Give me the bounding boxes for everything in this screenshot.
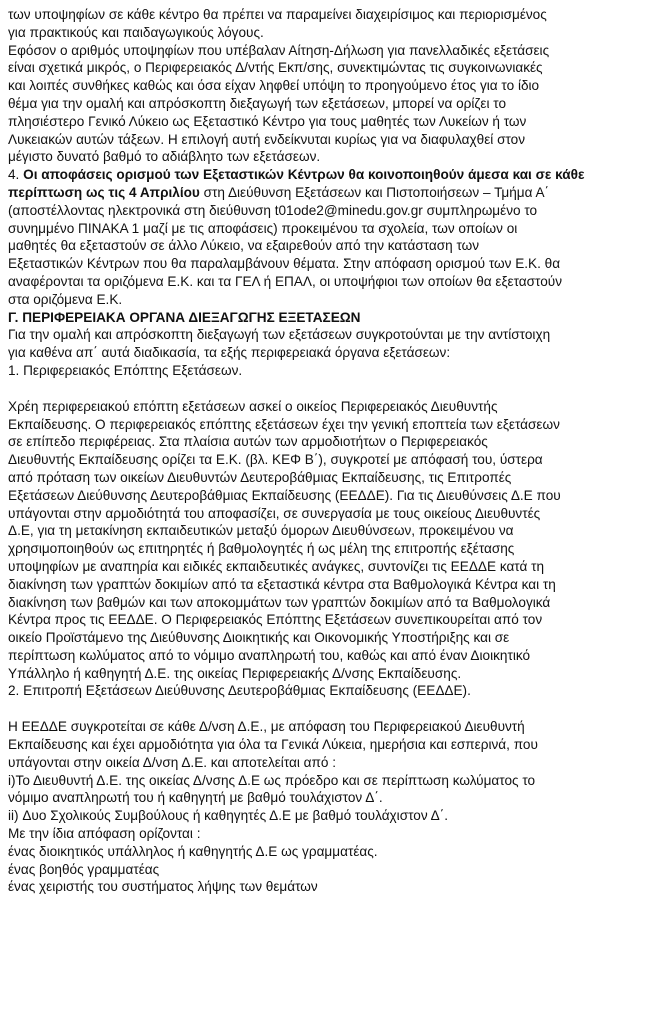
- text-line: Εκπαίδευσης. Ο περιφερειακός επόπτης εξετάσεων έχει την γενική εποπτεία των εξετάσεων: [8, 416, 560, 432]
- paragraph-gap: [8, 700, 659, 718]
- text-line: Εφόσον ο αριθμός υποψηφίων που υπέβαλαν Αίτηση-Δήλωση για πανελλαδικές εξετάσεις: [8, 42, 550, 58]
- text-line: αναφέρονται τα οριζόμενα Ε.Κ. και τα ΓΕΛ ή ΕΠΑΛ, οι υποψήφιοι των οποίων θα εξεταστούν: [8, 273, 563, 289]
- text-line: θέμα για την ομαλή και απρόσκοπτη διεξαγωγή των εξετάσεων, μπορεί να ορίζει το: [8, 95, 507, 111]
- text-line: Για την ομαλή και απρόσκοπτη διεξαγωγή των εξετάσεων συγκροτούνται με την αντίστοιχη: [8, 327, 551, 343]
- text-line: στα οριζόμενα Ε.Κ.: [8, 291, 123, 307]
- text-line: ένας χειριστής του συστήματος λήψης των θεμάτων: [8, 879, 318, 895]
- text-line: 1. Περιφερειακός Επόπτης Εξετάσεων.: [8, 362, 243, 378]
- text-line: Κέντρα προς τις ΕΕΔΔΕ. Ο Περιφερειακός Επόπτης Εξετάσεων συνεπικουρείται από τον: [8, 612, 543, 628]
- text-line: Εξετάσεων Διεύθυνσης Δευτεροβάθμιας Εκπαίδευσης (ΕΕΔΔΕ). Για τις Διευθύνσεις Δ.Ε που: [8, 487, 561, 503]
- text-line: χρησιμοποιηθούν ως επιτηρητές ή βαθμολογητές ή ως μέλη της επιτροπής εξέτασης: [8, 541, 515, 557]
- document-page: [8, 6, 659, 896]
- text-line: ένας διοικητικός υπάλληλος ή καθηγητής Δ.Ε ως γραμματέας.: [8, 843, 378, 859]
- bold-deadline-text: Οι αποφάσεις ορισμού των Εξεταστικών Κέντρων θα κοινοποιηθούν άμεσα και σε κάθε: [23, 167, 585, 183]
- text-line: i)Το Διευθυντή Δ.Ε. της οικείας Δ/νσης Δ.Ε ως πρόεδρο και σε περίπτωση κωλύματος το: [8, 772, 536, 788]
- text-line: οικείο Προϊστάμενο της Διεύθυνσης Διοικητικής και Οικονομικής Υποστήριξης και σε: [8, 630, 510, 646]
- text-line: είναι σχετικά μικρός, ο Περιφερειακός Δ/ντής Εκπ/σης, συνεκτιμώντας τις συγκοινωνιακές: [8, 60, 543, 76]
- text-line: διακίνηση των βαθμών και των αποκομμάτων των γραπτών δοκιμίων από τα Βαθμολογικά: [8, 594, 551, 610]
- text-line: Η ΕΕΔΔΕ συγκροτείται σε κάθε Δ/νση Δ.Ε., με απόφαση του Περιφερειακού Διευθυντή: [8, 719, 525, 735]
- text-line: και λοιπές συνθήκες καθώς και όσα είχαν ληφθεί υπόψη το προηγούμενο έτος για το ίδιο: [8, 78, 540, 94]
- text-line: υπάγονται στην οικεία Δ/νση Δ.Ε. και αποτελείται από :: [8, 754, 337, 770]
- item-4-paragraph: [8, 166, 659, 308]
- text-line: περίπτωση κωλύματος από το νόμιμο αναπληρωτή του, καθώς και από έναν Διοικητικό: [8, 647, 531, 663]
- text-line: Εξεταστικών Κέντρων που θα παραλαμβάνουν θέματα. Στην απόφαση ορισμού των Ε.Κ. θα: [8, 256, 561, 272]
- text-line: 2. Επιτροπή Εξετάσεων Διεύθυνσης Δευτεροβάθμιας Εκπαίδευσης (ΕΕΔΔΕ).: [8, 683, 471, 699]
- text-line: μαθητές θα εξεταστούν σε άλλο Λύκειο, να εξαιρεθούν από την κατάσταση των: [8, 238, 480, 254]
- regional-supervisor-paragraph: [8, 398, 659, 701]
- text-line: [8, 166, 659, 184]
- text-line: [8, 184, 659, 202]
- intro-paragraph: [8, 6, 659, 166]
- text-line: Με την ίδια απόφαση ορίζονται :: [8, 826, 201, 842]
- text-line: Εκπαίδευσης και έχει αρμοδιότητα για όλα τα Γενικά Λύκεια, ημερήσια και εσπερινά, που: [8, 737, 538, 753]
- text-line: υποψηφίων με αναπηρία και ειδικές εκπαιδευτικές ανάγκες, συντονίζει τις ΕΕΔΔΕ κατά τη: [8, 558, 545, 574]
- text-line: των υποψηφίων σε κάθε κέντρο θα πρέπει να παραμείνει διαχειρίσιμος και περιορισμένος: [8, 7, 547, 22]
- eedde-paragraph: [8, 718, 659, 896]
- text-line: Λυκειακών αυτών τάξεων. Η επιλογή αυτή ενδείκνυται κυρίως για να διαφυλαχθεί στον: [8, 131, 526, 147]
- paragraph-gap: [8, 380, 659, 398]
- text-line: μέγιστο δυνατό βαθμό το αδιάβλητο των εξετάσεων.: [8, 149, 321, 165]
- text-line: πλησιέστερο Γενικό Λύκειο ως Εξεταστικό Κέντρο για τους μαθητές των Λυκείων ή των: [8, 113, 527, 129]
- text-line: υπάγονται στην αρμοδιότητά του αποφασίζει, σε συνεργασία με τους οικείους Διευθυντές: [8, 505, 541, 521]
- text-line: ii) Δυο Σχολικούς Συμβούλους ή καθηγητές Δ.Ε με βαθμό τουλάχιστον Δ΄.: [8, 808, 449, 824]
- text-line: Διευθυντής Εκπαίδευσης ορίζει τα Ε.Κ. (βλ. ΚΕΦ Β΄), συγκροτεί με απόφασή του, ύστερα: [8, 452, 543, 468]
- text-line: νόμιμο αναπληρωτή του ή καθηγητή με βαθμό τουλάχιστον Δ΄.: [8, 790, 383, 806]
- text-line: ένας βοηθός γραμματέας: [8, 861, 160, 877]
- text-line: συνημμένο ΠΙΝΑΚΑ 1 μαζί με τις αποφάσεις) προκειμένου τα σχολεία, των οποίων οι: [8, 220, 518, 236]
- item-number: 4.: [8, 167, 24, 183]
- bold-deadline-date: περίπτωση ως τις 4 Απριλίου: [8, 184, 200, 200]
- text-line: για πρακτικούς και παιδαγωγικούς λόγους.: [8, 24, 264, 40]
- text-line: Χρέη περιφερειακού επόπτη εξετάσεων ασκεί ο οικείος Περιφερειακός Διευθυντής: [8, 398, 498, 414]
- text-line: για καθένα απ΄ αυτά διαδικασία, τα εξής περιφερειακά όργανα εξετάσεων:: [8, 345, 451, 361]
- text-line: Υπάλληλο ή καθηγητή Δ.Ε. της οικείας Περιφερειακής Δ/νσης Εκπαίδευσης.: [8, 665, 462, 681]
- text-line: σε επίπεδο περιφέρειας. Στα πλαίσια αυτών των αρμοδιοτήτων ο Περιφερειακός: [8, 434, 488, 450]
- section-g: [8, 309, 659, 380]
- text-line: (αποστέλλοντας ηλεκτρονικά στη διεύθυνση t01ode2@minedu.gov.gr συμπληρωμένο το: [8, 202, 538, 218]
- text-line: διακίνηση των γραπτών δοκιμίων από τα εξεταστικά κέντρα στα Βαθμολογικά Κέντρα και τη: [8, 576, 556, 592]
- recipient-text: στη Διεύθυνση Εξετάσεων και Πιστοποιήσεων – Τμήμα Α΄: [199, 184, 550, 200]
- text-line: Δ.Ε, για τη μετακίνηση εκπαιδευτικών μεταξύ όμορων Διευθύνσεων, προκειμένου να: [8, 523, 514, 539]
- text-line: από πρόταση των οικείων Διευθυντών Δευτεροβάθμιας Εκπαίδευσης, τις Επιτροπές: [8, 469, 512, 485]
- section-heading: Γ. ΠΕΡΙΦΕΡΕΙΑΚΑ ΟΡΓΑΝΑ ΔΙΕΞΑΓΩΓΗΣ ΕΞΕΤΑΣΕΩΝ: [8, 309, 361, 325]
